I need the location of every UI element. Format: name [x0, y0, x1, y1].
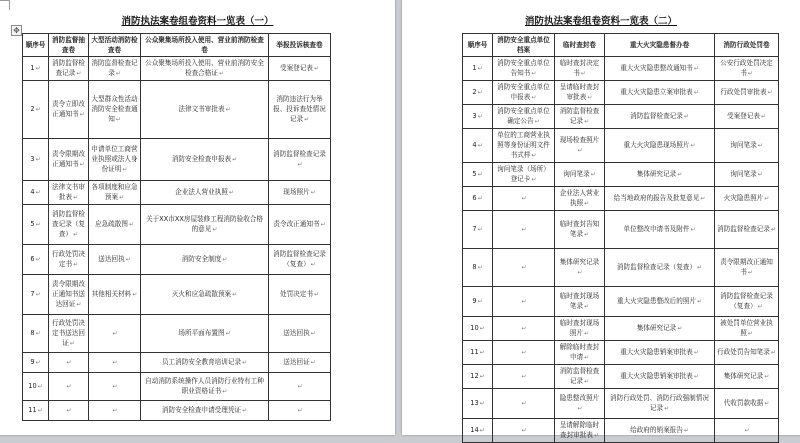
- table-cell[interactable]: 消防安全制度↵: [141, 245, 269, 275]
- table-cell[interactable]: 处罚决定书↵: [269, 275, 331, 315]
- paragraph-mark-icon: ↵: [125, 256, 131, 263]
- table-cell[interactable]: 行政处罚决定书送达回证↵: [49, 315, 89, 353]
- paragraph-mark-icon: ↵: [66, 383, 72, 390]
- table-cell[interactable]: 给政府的销案报告↵: [605, 419, 715, 443]
- table-row: [23, 181, 331, 205]
- paragraph-mark-icon: ↵: [764, 400, 770, 407]
- table-cell[interactable]: 解除临时查封申请↵: [555, 341, 605, 365]
- table-cell[interactable]: 责令限期改正通知书送达回证↵: [49, 275, 89, 315]
- paragraph-mark-icon: ↵: [690, 142, 696, 149]
- paragraph-mark-icon: ↵: [690, 226, 696, 233]
- row-number-cell[interactable]: 11↵: [23, 401, 49, 421]
- table-cell[interactable]: 送达回执↵: [269, 315, 331, 353]
- paragraph-mark-icon: ↵: [313, 65, 319, 72]
- paragraph-mark-icon: ↵: [35, 156, 41, 163]
- table-cell[interactable]: 临时查封现场笔录↵: [555, 287, 605, 317]
- paragraph-mark-icon: ↵: [79, 161, 85, 168]
- paragraph-mark-icon: ↵: [747, 269, 753, 276]
- paragraph-mark-icon: ↵: [35, 106, 41, 113]
- paragraph-mark-icon: ↵: [584, 231, 590, 238]
- table-cell[interactable]: 企业法人营业执照↵: [555, 187, 605, 211]
- paragraph-mark-icon: ↵: [693, 349, 699, 356]
- paragraph-mark-icon: ↵: [479, 349, 485, 356]
- table-row: [463, 287, 779, 317]
- paragraph-mark-icon: ↵: [590, 171, 596, 178]
- paragraph-mark-icon: ↵: [747, 70, 753, 77]
- paragraph-mark-icon: ↵: [122, 166, 128, 173]
- row-number-cell[interactable]: 3↵: [463, 105, 493, 129]
- row-number-cell[interactable]: 9↵: [23, 353, 49, 373]
- table-cell[interactable]: 隐患整改照片↵: [555, 389, 605, 419]
- table-title-right: 消防执法案卷组卷资料一览表（二）: [524, 16, 677, 27]
- table-cell[interactable]: 重大火灾隐患立案审批表↵: [605, 81, 715, 105]
- paragraph-mark-icon: ↵: [677, 171, 683, 178]
- table-cell[interactable]: [493, 365, 555, 389]
- paragraph-mark-icon: ↵: [310, 359, 316, 366]
- paragraph-mark-icon: ↵: [593, 432, 599, 439]
- paragraph-mark-icon: ↵: [693, 89, 699, 96]
- table-cell[interactable]: 受案登记表↵: [269, 57, 331, 81]
- paragraph-mark-icon: ↵: [521, 264, 527, 271]
- table-cell[interactable]: 消防安全重点单位确定公告↵: [493, 105, 555, 129]
- row-number-cell[interactable]: 7↵: [463, 211, 493, 249]
- table-cell[interactable]: 临时查封现场照片↵: [555, 317, 605, 341]
- paragraph-mark-icon: ↵: [477, 298, 483, 305]
- paragraph-mark-icon: ↵: [242, 407, 248, 414]
- column-header: 临时查封卷: [555, 34, 605, 57]
- table-cell[interactable]: [269, 401, 331, 421]
- table-row: [463, 105, 779, 129]
- row-number-cell[interactable]: 1↵: [23, 57, 49, 81]
- column-header: 顺序号: [23, 34, 49, 57]
- paragraph-mark-icon: ↵: [477, 226, 483, 233]
- paragraph-mark-icon: ↵: [35, 359, 41, 366]
- table-cell[interactable]: [493, 341, 555, 365]
- table-cell[interactable]: 送达回证↵: [269, 353, 331, 373]
- paragraph-mark-icon: ↵: [477, 89, 483, 96]
- paragraph-mark-icon: ↵: [479, 325, 485, 332]
- table-row: [23, 81, 331, 139]
- table-cell[interactable]: 消防违法行为举报、投诉查处情况记录↵: [269, 81, 331, 139]
- paragraph-mark-icon: ↵: [35, 65, 41, 72]
- table-cell[interactable]: 给当地政府的报告及批复意见↵: [605, 187, 715, 211]
- table-cell[interactable]: 消防安全检查申报表↵: [141, 139, 269, 181]
- paragraph-mark-icon: ↵: [764, 195, 770, 202]
- paragraph-mark-icon: ↵: [477, 142, 483, 149]
- table-cell[interactable]: [49, 401, 89, 421]
- table-cell[interactable]: 消防安全检查申请受理凭证↵: [141, 401, 269, 421]
- table-cell[interactable]: 责令限期改正通知书↵: [49, 139, 89, 181]
- table-header-row: [23, 34, 331, 57]
- table-cell[interactable]: [493, 287, 555, 317]
- paragraph-mark-icon: ↵: [584, 354, 590, 361]
- table-cell[interactable]: 行政处罚告知笔录↵: [715, 341, 779, 365]
- table-cell[interactable]: 临时查封告知笔录↵: [555, 211, 605, 249]
- paragraph-mark-icon: ↵: [297, 383, 303, 390]
- paragraph-mark-icon: ↵: [521, 373, 527, 380]
- table-cell[interactable]: 询问笔录↵: [715, 129, 779, 163]
- paragraph-mark-icon: ↵: [115, 116, 121, 123]
- paragraph-mark-icon: ↵: [531, 152, 537, 159]
- paragraph-mark-icon: ↵: [700, 195, 706, 202]
- table-cell[interactable]: [493, 187, 555, 211]
- table-cell[interactable]: 重大火灾隐患销案审批表↵: [605, 365, 715, 389]
- paragraph-mark-icon: ↵: [584, 378, 590, 385]
- paragraph-mark-icon: ↵: [310, 189, 316, 196]
- paragraph-mark-icon: ↵: [683, 427, 689, 434]
- table-cell[interactable]: 法律文书审批表↵: [49, 181, 89, 205]
- table-cell[interactable]: [89, 401, 141, 421]
- table-cell[interactable]: 其他相关材料↵: [89, 275, 141, 315]
- table-cell[interactable]: 集体研究记录↵: [605, 317, 715, 341]
- table-cell[interactable]: 送达回执↵: [89, 245, 141, 275]
- paragraph-mark-icon: ↵: [304, 116, 310, 123]
- table-cell[interactable]: 重大火灾隐患销案审批表↵: [605, 341, 715, 365]
- paragraph-mark-icon: ↵: [477, 65, 483, 72]
- table-row: [23, 401, 331, 421]
- paragraph-mark-icon: ↵: [115, 70, 121, 77]
- row-number-cell[interactable]: 2↵: [463, 81, 493, 105]
- table-cell[interactable]: 消防安全重点单位申报表↵: [493, 81, 555, 105]
- table-cell[interactable]: 责令限期改正通知书↵: [715, 249, 779, 287]
- paragraph-mark-icon: ↵: [757, 142, 763, 149]
- table-row: [23, 315, 331, 353]
- table-row: [23, 373, 331, 401]
- table-cell[interactable]: 行政处罚审批表↵: [715, 81, 779, 105]
- paragraph-mark-icon: ↵: [757, 303, 763, 310]
- paragraph-mark-icon: ↵: [73, 261, 79, 268]
- paragraph-mark-icon: ↵: [580, 70, 586, 77]
- paragraph-mark-icon: ↵: [225, 330, 231, 337]
- paragraph-mark-icon: ↵: [69, 340, 75, 347]
- table-cell[interactable]: 单位的工商营业执照等身份证明文件书式样↵: [493, 129, 555, 163]
- table-cell[interactable]: 应急疏散图↵: [89, 205, 141, 245]
- table-cell[interactable]: [49, 373, 89, 401]
- paragraph-mark-icon: ↵: [693, 373, 699, 380]
- paragraph-mark-icon: ↵: [577, 147, 583, 154]
- paragraph-mark-icon: ↵: [677, 325, 683, 332]
- paragraph-mark-icon: ↵: [73, 231, 79, 238]
- paragraph-mark-icon: ↵: [770, 226, 776, 233]
- paragraph-mark-icon: ↵: [35, 330, 41, 337]
- table-row: [463, 365, 779, 389]
- table-cell[interactable]: 消防监督检查记录↵: [715, 211, 779, 249]
- row-number-cell[interactable]: 12↵: [463, 365, 493, 389]
- table-cell[interactable]: 消防监督检查记录（复查）↵: [269, 245, 331, 275]
- row-number-cell[interactable]: 7↵: [23, 275, 49, 315]
- table-cell[interactable]: 询问笔录↵: [715, 163, 779, 187]
- paragraph-mark-icon: ↵: [73, 194, 79, 201]
- paragraph-mark-icon: ↵: [232, 291, 238, 298]
- paragraph-mark-icon: ↵: [577, 269, 583, 276]
- table-row: [463, 249, 779, 287]
- paragraph-mark-icon: ↵: [297, 161, 303, 168]
- paragraph-mark-icon: ↵: [320, 221, 326, 228]
- table-cell[interactable]: [89, 353, 141, 373]
- document-page-right: [402, 0, 800, 439]
- column-header: 大型活动消防检查卷: [89, 34, 141, 57]
- column-header: 消防行政处罚卷: [715, 34, 779, 57]
- table-cell[interactable]: [89, 373, 141, 401]
- inspection-files-table-right: [462, 33, 779, 443]
- table-cell[interactable]: 场所平面布置图↵: [141, 315, 269, 353]
- column-header: 顺序号: [463, 34, 493, 57]
- paragraph-mark-icon: ↵: [697, 298, 703, 305]
- paragraph-mark-icon: ↵: [242, 359, 248, 366]
- paragraph-mark-icon: ↵: [37, 383, 43, 390]
- paragraph-mark-icon: ↵: [584, 330, 590, 337]
- table-row: [463, 211, 779, 249]
- paragraph-mark-icon: ↵: [76, 301, 82, 308]
- paragraph-mark-icon: ↵: [313, 291, 319, 298]
- table-cell[interactable]: [715, 419, 779, 443]
- table-cell[interactable]: [493, 317, 555, 341]
- table-cell[interactable]: 责令改正通知书↵: [269, 205, 331, 245]
- row-number-cell[interactable]: 1↵: [463, 57, 493, 81]
- table-cell[interactable]: 呈请临时查封审批表↵: [555, 81, 605, 105]
- paragraph-mark-icon: ↵: [79, 111, 85, 118]
- paragraph-mark-icon: ↵: [584, 200, 590, 207]
- table-cell[interactable]: 消防监督检查记录（复查）↵: [715, 287, 779, 317]
- table-move-handle-icon[interactable]: ✥: [11, 25, 22, 36]
- paragraph-mark-icon: ↵: [128, 221, 134, 228]
- paragraph-mark-icon: ↵: [112, 407, 118, 414]
- table-cell[interactable]: 消防监督检查记录↵: [605, 105, 715, 129]
- row-number-cell[interactable]: 8↵: [23, 315, 49, 353]
- table-cell[interactable]: 大型群众性活动消防安全检查通知↵: [89, 81, 141, 139]
- table-row: [23, 205, 331, 245]
- table-cell[interactable]: 公安行政处罚决定书↵: [715, 57, 779, 81]
- paragraph-mark-icon: ↵: [747, 330, 753, 337]
- document-page-left: [0, 0, 395, 435]
- table-cell[interactable]: [269, 373, 331, 401]
- table-cell[interactable]: [493, 389, 555, 419]
- table-cell[interactable]: 申请单位工商营业执照或法人身份证明↵: [89, 139, 141, 181]
- table-cell[interactable]: 现场照片↵: [269, 181, 331, 205]
- table-row: [463, 419, 779, 443]
- paragraph-mark-icon: ↵: [683, 113, 689, 120]
- table-cell[interactable]: 集体研究记录↵: [605, 163, 715, 187]
- column-header: 重大火灾隐患督办卷: [605, 34, 715, 57]
- paragraph-mark-icon: ↵: [310, 330, 316, 337]
- paragraph-mark-icon: ↵: [222, 388, 228, 395]
- table-cell[interactable]: 责令立即改正通知书↵: [49, 81, 89, 139]
- table-row: [23, 139, 331, 181]
- paragraph-mark-icon: ↵: [66, 359, 72, 366]
- paragraph-mark-icon: ↵: [35, 256, 41, 263]
- table-row: [463, 389, 779, 419]
- table-cell[interactable]: 集体研究记录↵: [555, 249, 605, 287]
- paragraph-mark-icon: ↵: [228, 189, 234, 196]
- paragraph-mark-icon: ↵: [531, 70, 537, 77]
- row-number-cell[interactable]: 8↵: [463, 249, 493, 287]
- table-cell[interactable]: 消防监督检查记录↵: [269, 139, 331, 181]
- paragraph-mark-icon: ↵: [534, 118, 540, 125]
- table-row: [463, 163, 779, 187]
- paragraph-mark-icon: ↵: [521, 195, 527, 202]
- paragraph-mark-icon: ↵: [297, 407, 303, 414]
- table-cell[interactable]: [493, 211, 555, 249]
- table-row: [23, 275, 331, 315]
- paragraph-mark-icon: ↵: [479, 427, 485, 434]
- table-cell[interactable]: [49, 353, 89, 373]
- paragraph-mark-icon: ↵: [479, 373, 485, 380]
- paragraph-mark-icon: ↵: [232, 156, 238, 163]
- table-cell[interactable]: [493, 249, 555, 287]
- paragraph-mark-icon: ↵: [693, 65, 699, 72]
- table-row: [23, 353, 331, 373]
- row-number-cell[interactable]: 10↵: [23, 373, 49, 401]
- table-cell[interactable]: 关于XX市XX房屋装修工程消防验收合格的意见↵: [141, 205, 269, 245]
- row-number-cell[interactable]: 6↵: [463, 187, 493, 211]
- row-number-cell[interactable]: 11↵: [463, 341, 493, 365]
- table-cell[interactable]: 消防监督检查记录↵: [555, 105, 605, 129]
- row-number-cell[interactable]: 4↵: [463, 129, 493, 163]
- paragraph-mark-icon: ↵: [521, 427, 527, 434]
- paragraph-mark-icon: ↵: [697, 264, 703, 271]
- table-row: [23, 57, 331, 81]
- table-cell[interactable]: [89, 315, 141, 353]
- paragraph-mark-icon: ↵: [767, 89, 773, 96]
- table-cell[interactable]: 被处罚单位营业执照↵: [715, 317, 779, 341]
- table-cell[interactable]: 代收罚款收据↵: [715, 389, 779, 419]
- page-corner-marker: [0, 0, 10, 10]
- paragraph-mark-icon: ↵: [35, 291, 41, 298]
- paragraph-mark-icon: ↵: [770, 349, 776, 356]
- paragraph-mark-icon: ↵: [521, 226, 527, 233]
- paragraph-mark-icon: ↵: [132, 291, 138, 298]
- paragraph-mark-icon: ↵: [584, 303, 590, 310]
- paragraph-mark-icon: ↵: [112, 359, 118, 366]
- paragraph-mark-icon: ↵: [531, 176, 537, 183]
- table-cell[interactable]: 企业法人营业执照↵: [141, 181, 269, 205]
- paragraph-mark-icon: ↵: [757, 171, 763, 178]
- table-row: [463, 341, 779, 365]
- table-cell[interactable]: 消防监督检查记录↵: [89, 57, 141, 81]
- table-cell[interactable]: 公众聚集场所投入使用、营业前消防安全检查合格证↵: [141, 57, 269, 81]
- paragraph-mark-icon: ↵: [744, 427, 750, 434]
- paragraph-mark-icon: ↵: [119, 194, 125, 201]
- paragraph-mark-icon: ↵: [521, 298, 527, 305]
- inspection-files-table-left: [22, 33, 331, 421]
- paragraph-mark-icon: ↵: [531, 94, 537, 101]
- table-row: [23, 245, 331, 275]
- paragraph-mark-icon: ↵: [212, 226, 218, 233]
- table-title-left: 消防执法案卷组卷资料一览表（一）: [121, 16, 274, 27]
- paragraph-mark-icon: ↵: [76, 70, 82, 77]
- table-cell[interactable]: 自动消防系统操作人员消防行业特有工种职业资格证书↵: [141, 373, 269, 401]
- paragraph-mark-icon: ↵: [587, 94, 593, 101]
- row-number-cell[interactable]: 3↵: [23, 139, 49, 181]
- table-row: [463, 81, 779, 105]
- table-cell[interactable]: 消防监督检查记录↵: [555, 365, 605, 389]
- table-cell[interactable]: 各项制度和应急预案↵: [89, 181, 141, 205]
- column-header: 消防监督抽查卷: [49, 34, 89, 57]
- table-cell[interactable]: 询问笔录↵: [555, 163, 605, 187]
- row-number-cell[interactable]: 10↵: [463, 317, 493, 341]
- column-header: 举报投诉核查卷: [269, 34, 331, 57]
- paragraph-mark-icon: ↵: [664, 405, 670, 412]
- row-number-cell[interactable]: 13↵: [463, 389, 493, 419]
- row-number-cell[interactable]: 14↵: [463, 419, 493, 443]
- column-header: 公众聚集场所投入使用、营业前消防检查卷: [141, 34, 269, 57]
- row-number-cell[interactable]: 9↵: [463, 287, 493, 317]
- paragraph-mark-icon: ↵: [479, 400, 485, 407]
- table-cell[interactable]: 消防监督检查记录↵: [49, 57, 89, 81]
- paragraph-mark-icon: ↵: [477, 264, 483, 271]
- row-number-cell[interactable]: 5↵: [463, 163, 493, 187]
- column-header: 消防安全重点单位档案: [493, 34, 555, 57]
- paragraph-mark-icon: ↵: [584, 118, 590, 125]
- table-cell[interactable]: 灭火和应急疏散预案↵: [141, 275, 269, 315]
- table-cell[interactable]: [493, 419, 555, 443]
- table-cell[interactable]: 集体研究记录↵: [715, 365, 779, 389]
- paragraph-mark-icon: ↵: [477, 113, 483, 120]
- table-row: [463, 57, 779, 81]
- paragraph-mark-icon: ↵: [521, 325, 527, 332]
- paragraph-mark-icon: ↵: [112, 330, 118, 337]
- table-row: [463, 317, 779, 341]
- table-cell[interactable]: 受案登记表↵: [715, 105, 779, 129]
- row-number-cell[interactable]: 4↵: [23, 181, 49, 205]
- paragraph-mark-icon: ↵: [112, 383, 118, 390]
- table-cell[interactable]: 临时查封决定书↵: [555, 57, 605, 81]
- paragraph-mark-icon: ↵: [35, 221, 41, 228]
- table-cell[interactable]: 消防监督检查记录（复查）↵: [605, 249, 715, 287]
- table-cell[interactable]: 询问笔录（场所）登记卡↵: [493, 163, 555, 187]
- table-cell[interactable]: 单位整改申请书及附件↵: [605, 211, 715, 249]
- row-number-cell[interactable]: 2↵: [23, 81, 49, 139]
- paragraph-mark-icon: ↵: [225, 106, 231, 113]
- table-cell[interactable]: 员工消防安全教育培训记录↵: [141, 353, 269, 373]
- table-cell[interactable]: 消防监督检查记录（复查）↵: [49, 205, 89, 245]
- table-cell[interactable]: 消防安全重点单位告知书↵: [493, 57, 555, 81]
- table-cell[interactable]: 法律文书审批表↵: [141, 81, 269, 139]
- table-cell[interactable]: 重大火灾隐患现场照片↵: [605, 129, 715, 163]
- table-cell[interactable]: 行政处罚决定书↵: [49, 245, 89, 275]
- table-row: [463, 187, 779, 211]
- table-cell[interactable]: 呈请解除临时查封审批表↵: [555, 419, 605, 443]
- row-number-cell[interactable]: 6↵: [23, 245, 49, 275]
- table-cell[interactable]: 火灾隐患照片↵: [715, 187, 779, 211]
- paragraph-mark-icon: ↵: [477, 195, 483, 202]
- table-cell[interactable]: 消防行政处罚、消防行政强制情况记录↵: [605, 389, 715, 419]
- paragraph-mark-icon: ↵: [760, 113, 766, 120]
- paragraph-mark-icon: ↵: [764, 373, 770, 380]
- table-header-row: [463, 34, 779, 57]
- paragraph-mark-icon: ↵: [310, 261, 316, 268]
- table-cell[interactable]: 重大火灾隐患整改通知书↵: [605, 57, 715, 81]
- paragraph-mark-icon: ↵: [66, 407, 72, 414]
- table-cell[interactable]: 现场检查照片↵: [555, 129, 605, 163]
- paragraph-mark-icon: ↵: [521, 400, 527, 407]
- paragraph-mark-icon: ↵: [35, 189, 41, 196]
- paragraph-mark-icon: ↵: [37, 407, 43, 414]
- paragraph-mark-icon: ↵: [222, 256, 228, 263]
- paragraph-mark-icon: ↵: [477, 171, 483, 178]
- paragraph-mark-icon: ↵: [218, 70, 224, 77]
- paragraph-mark-icon: ↵: [521, 349, 527, 356]
- paragraph-mark-icon: ↵: [577, 405, 583, 412]
- table-cell[interactable]: 重大火灾隐患整改后的照片↵: [605, 287, 715, 317]
- table-row: [463, 129, 779, 163]
- row-number-cell[interactable]: 5↵: [23, 205, 49, 245]
